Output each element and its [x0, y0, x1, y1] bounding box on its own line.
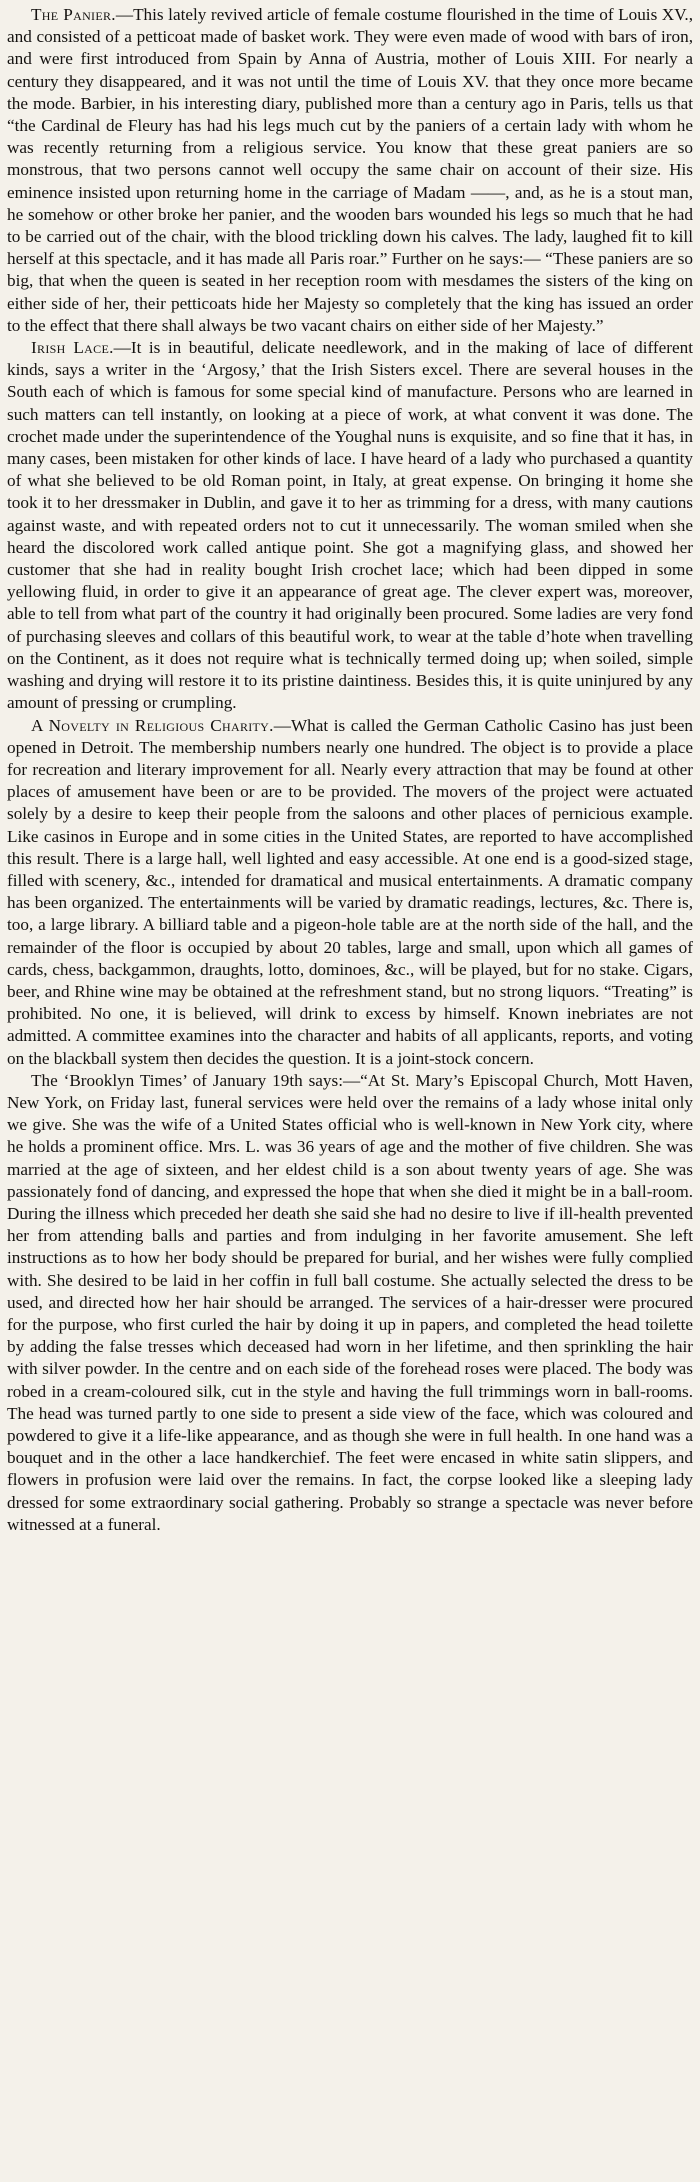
article-paragraph	[7, 337, 693, 714]
article-body: —It is in beautiful, delicate needlework, and in the making of lace of different kinds, says a writer in the ‘Argosy,’ that the Irish Sisters excel. There are several houses in the South each of which is famous for some special kind of manufacture. Persons who are learned in such matters can tell instantly, on looking at a piece of work, at what convent it was done. The crochet made under the superintendence of the Youghal nuns is exquisite, and so fine that it has, in many cases, been mistaken for other kinds of lace. I have heard of a lady who purchased a quantity of what she believed to be old Roman point, in Italy, at great expense. On bringing it home she took it to her dressmaker in Dublin, and gave it to her as trimming for a dress, with many cautions against waste, and with repeated orders not to cut it unnecessarily. The woman smiled when she heard the discolored work called antique point. She got a magnifying glass, and showed her customer that she had in reality bought Irish crochet lace; which had been dipped in some yellowing fluid, in order to give it an appearance of great age. The clever expert was, moreover, able to tell from what part of the country it had originally been procured. Some ladies are very fond of purchasing sleeves and collars of this beautiful work, to wear at the table d’hote when travelling on the Continent, as it does not require what is technically termed doing up; when soiled, simple washing and drying will restore it to its pristine daintiness. Besides this, it is quite uninjured by any amount of pressing or crumpling.	[7, 338, 693, 713]
article-paragraph	[7, 715, 693, 1070]
article-paragraph	[7, 1070, 693, 1536]
article-irish-lace	[7, 337, 693, 714]
article-body: —This lately revived article of female costume flourished in the time of Louis XV., and consisted of a petticoat made of basket work. They were even made of wood with bars of iron, and were first introduced from Spain by Anna of Austria, mother of Louis XIII. For nearly a century they disappeared, and it was not until the time of Louis XV. that they once more became the mode. Barbier, in his interesting diary, published more than a century ago in Paris, tells us that “the Cardinal de Fleury has had his legs much cut by the paniers of a certain lady with whom he was recently returning from a religious service. You know that these great paniers are so monstrous, that two persons cannot well occupy the same chair on account of their size. His eminence insisted upon returning home in the carriage of Madam ——, and, as he is a stout man, he somehow or other broke her panier, and the wooden bars wounded his legs so much that he had to be carried out of the chair, with the blood trickling down his calves. The lady, laughed fit to kill herself at this spectacle, and it has made all Paris roar.” Further on he says:— “These paniers are so big, that when the queen is seated in her reception room with mesdames the sisters of the king on either side of her, their petticoats hide her Majesty so completely that the king has issued an order to the effect that there shall always be two vacant chairs on either side of her Majesty.”	[7, 5, 693, 335]
article-panier	[7, 4, 693, 337]
article-body: —What is called the German Catholic Casino has just been opened in Detroit. The membership numbers nearly one hundred. The object is to provide a place for recreation and literary improvement for all. Nearly every attraction that may be found at other places of amusement have been or are to be provided. The movers of the project were actuated solely by a desire to keep their people from the saloons and other places of pernicious example. Like casinos in Europe and in some cities in the United States, are reported to have accomplished this result. There is a large hall, well lighted and easy accessible. At one end is a good-sized stage, filled with scenery, &c., intended for dramatical and musical entertainments. A dramatic company has been organized. The entertainments will be varied by dramatic readings, lectures, &c. There is, too, a large library. A billiard table and a pigeon-hole table are at the north side of the hall, and the remainder of the floor is occupied by about 20 tables, large and small, upon which all games of cards, chess, backgammon, draughts, lotto, dominoes, &c., will be played, but for no stake. Cigars, beer, and Rhine wine may be obtained at the refreshment stand, but no strong liquors. “Treating” is prohibited. No one, it is believed, will drink to excess by himself. Known inebriates are not admitted. A committee examines into the character and habits of all applicants, reports, and voting on the blackball system then decides the question. It is a joint-stock concern.	[7, 715, 693, 1068]
article-ballroom-funeral	[7, 1070, 693, 1536]
article-body: The ‘Brooklyn Times’ of January 19th says:—“At St. Mary’s Episcopal Church, Mott Haven, New York, on Friday last, funeral services were held over the remains of a lady whose inital only we give. She was the wife of a United States official who is well-known in New York city, where he holds a prominent office. Mrs. L. was 36 years of age and the mother of five children. She was married at the age of sixteen, and her eldest child is a son about twenty years of age. She was passionately fond of dancing, and expressed the hope that when she died it might be in a ball-room. During the illness which preceded her death she said she had no desire to live if ill-health prevented her from attending balls and parties and from indulging in her favorite amusement. She left instructions as to how her body should be prepared for burial, and her wishes were fully complied with. She desired to be laid in her coffin in full ball costume. She actually selected the dress to be used, and directed how her hair should be arranged. The services of a hair-dresser were procured for the purpose, who first curled the hair by doing it up in papers, and completed the head toilette by adding the false tresses which deceased had worn in her lifetime, and then sprinkling the hair with silver powder. In the centre and on each side of the forehead roses were placed. The body was robed in a cream-coloured silk, cut in the style and having the full trimmings worn in ball-rooms. The head was turned partly to one side to present a side view of the face, which was coloured and powdered to give it a life-like appearance, and as though she were in full health. In one hand was a bouquet and in the other a lace handkerchief. The feet were encased in white satin slippers, and flowers in profusion were laid over the remains. In fact, the corpse looked like a sleeping lady dressed for some extraordinary social gathering. Probably so strange a spectacle was never before witnessed at a funeral.	[7, 1070, 693, 1534]
article-religious-charity	[7, 715, 693, 1070]
article-paragraph	[7, 4, 693, 337]
article-heading: A Novelty in Religious Charity.	[31, 715, 274, 735]
article-heading: The Panier.	[31, 5, 116, 24]
article-heading: Irish Lace.	[31, 338, 114, 358]
